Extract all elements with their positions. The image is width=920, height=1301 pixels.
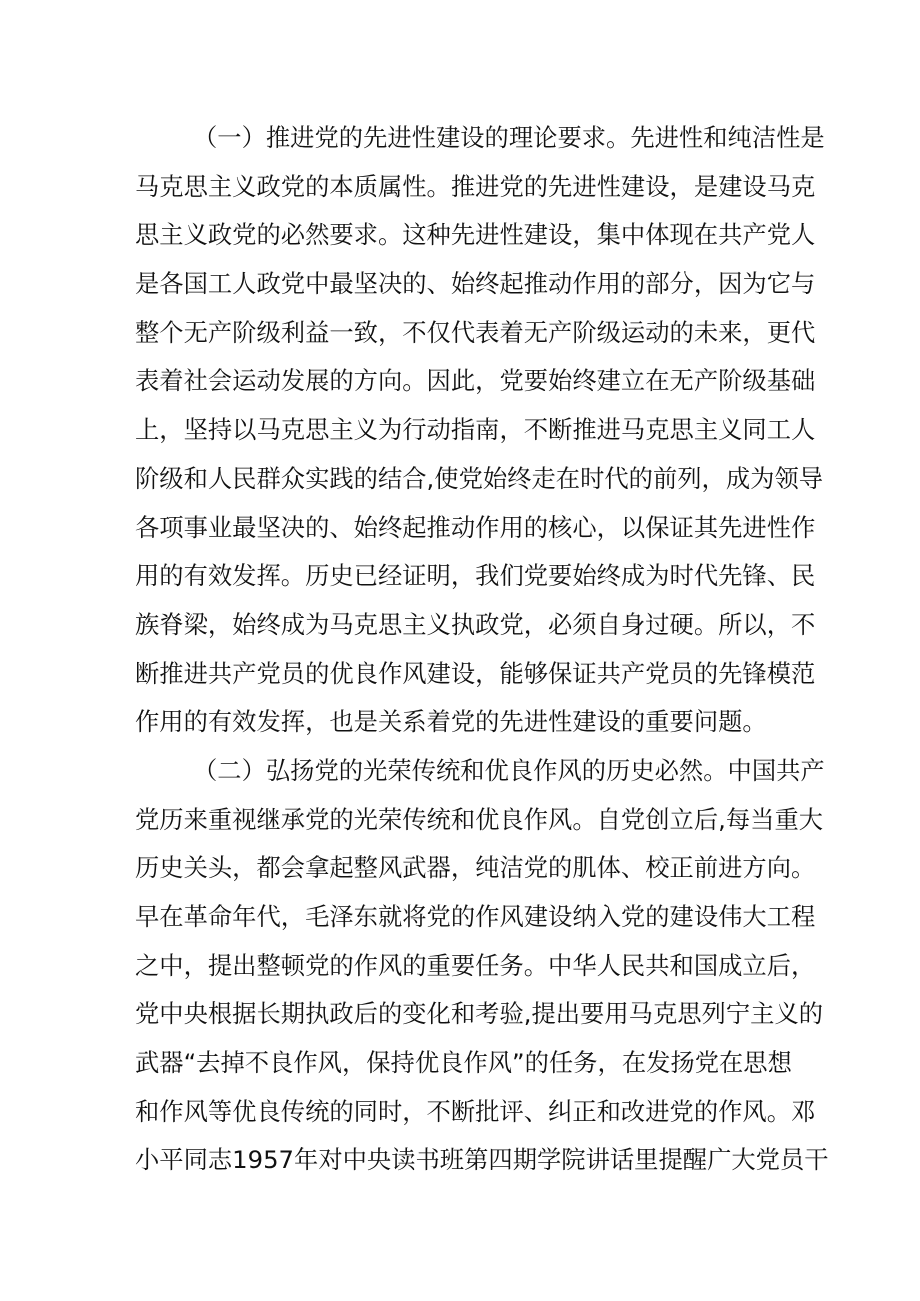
text-line: 作用的有效发挥，也是关系着党的先进性建设的重要问题。 [135,707,767,737]
text-line: （一）推进党的先进性建设的理论要求。先进性和纯洁性是 [193,123,825,152]
text-line: 整个无产阶级利益一致，不仅代表着无产阶级运动的未来，更代 [135,317,816,347]
text-line: 是各国工人政党中最坚决的、始终起推动作用的部分，因为它与 [135,269,816,299]
paragraph-2 [135,747,829,1185]
text-line: 和作风等优良传统的同时，不断批评、纠正和改进党的作风。邓 [135,1096,816,1126]
text-line: 党中央根据长期执政后的变化和考验,提出要用马克思列宁主义的 [135,999,824,1029]
text-line: 之中，提出整顿党的作风的重要任务。中华人民共和国成立后， [135,950,816,980]
text-line: 族脊梁，始终成为马克思主义执政党，必须自身过硬。所以，不 [135,609,816,639]
text-line: 武器“去掉不良作风，保持优良作风”的任务，在发扬党在思想 [135,1048,792,1078]
text-line: （二）弘扬党的光荣传统和优良作风的历史必然。中国共产 [193,755,825,785]
document-body [135,114,829,1185]
text-line: 断推进共产党员的优良作风建设，能够保证共产党员的先锋模范 [135,658,816,688]
paragraph-1 [135,114,825,747]
text-line: 党历来重视继承党的光荣传统和优良作风。自党创立后,每当重大 [135,804,824,834]
text-line: 上，坚持以马克思主义为行动指南，不断推进马克思主义同工人 [135,415,816,445]
text-line: 马克思主义政党的本质属性。推进党的先进性建设，是建设马克 [135,171,816,201]
text-line: 思主义政党的必然要求。这种先进性建设，集中体现在共产党人 [135,220,816,250]
text-line: 各项事业最坚决的、始终起推动作用的核心，以保证其先进性作 [135,512,816,542]
text-line: 阶级和人民群众实践的结合,使党始终走在时代的前列，成为领导 [135,463,824,493]
text-line: 历史关头，都会拿起整风武器，纯洁党的肌体、校正前进方向。 [135,853,816,883]
text-line: 用的有效发挥。历史已经证明，我们党要始终成为时代先锋、民 [135,561,816,591]
text-line: 小平同志1957年对中央读书班第四期学院讲话里提醒广大党员干 [135,1145,829,1175]
text-line: 表着社会运动发展的方向。因此，党要始终建立在无产阶级基础 [135,366,816,396]
text-line: 早在革命年代，毛泽东就将党的作风建设纳入党的建设伟大工程 [135,902,816,931]
